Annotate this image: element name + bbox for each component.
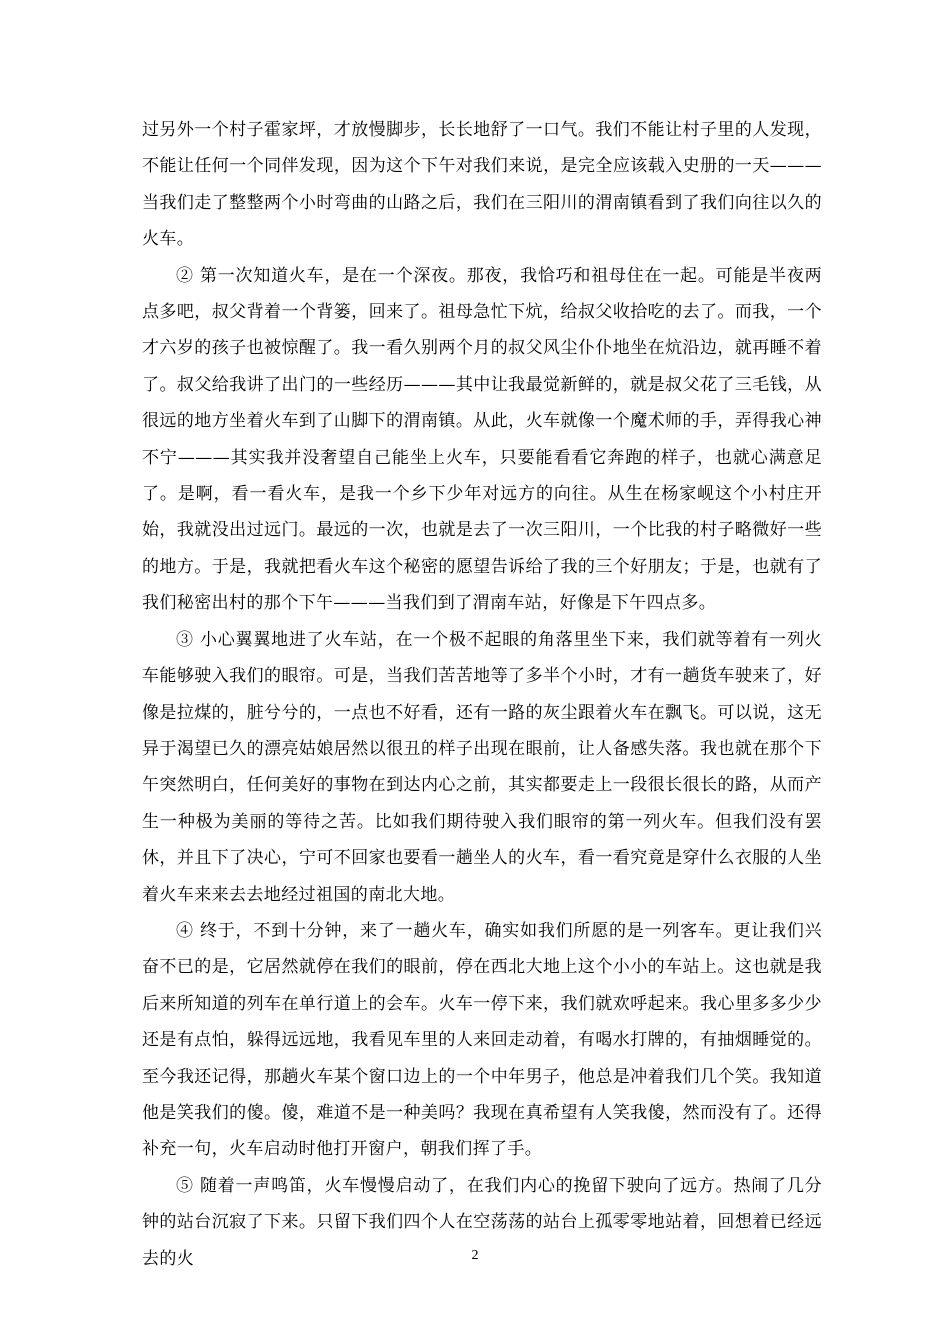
page-number: 2: [471, 1248, 479, 1263]
paragraph-continued: 过另外一个村子霍家坪，才放慢脚步，长长地舒了一口气。我们不能让村子里的人发现，不能让任何一个同伴发现，因为这个下午对我们来说，是完全应该载入史册的一天———当我们走了整整两个小时弯曲的山路之后，我们在三阳川的渭南镇看到了我们向往以久的火车。: [142, 120, 822, 250]
paragraph-5: ⑤ 随着一声鸣笛，火车慢慢启动了，在我们内心的挽留下驶向了远方。热闹了几分钟的站台沉寂了下来。只留下我们四个人在空荡荡的站台上孤零零地站着，回想着已经远去的火: [142, 1175, 822, 1269]
article-body: [142, 112, 822, 1277]
paragraph-4: ④ 终于，不到十分钟，来了一趟火车，确实如我们所愿的是一列客车。更让我们兴奋不已的是，它居然就停在我们的眼前，停在西北大地上这个小小的车站上。这也就是我后来所知道的列车在单行道上的会车。火车一停下来，我们就欢呼起来。我心里多多少少还是有点怕，躲得远远地，我看见车里的人来回走动着，有喝水打牌的，有抽烟睡觉的。至今我还记得，那趟火车某个窗口边上的一个中年男子，他总是冲着我们几个笑。我知道他是笑我们的傻。傻，难道不是一种美吗？我现在真希望有人笑我傻，然而没有了。还得补充一句，火车启动时他打开窗户，朝我们挥了手。: [142, 920, 822, 1160]
paragraph-2: ② 第一次知道火车，是在一个深夜。那夜，我恰巧和祖母住在一起。可能是半夜两点多吧，叔父背着一个背篓，回来了。祖母急忙下炕，给叔父收拾吃的去了。而我，一个才六岁的孩子也被惊醒了。我一看久别两个月的叔父风尘仆仆地坐在炕沿边，就再睡不着了。叔父给我讲了出门的一些经历———其中让我最觉新鲜的，就是叔父花了三毛钱，从很远的地方坐着火车到了山脚下的渭南镇。从此，火车就像一个魔术师的手，弄得我心神不宁———其实我并没奢望自己能坐上火车，只要能看看它奔跑的样子，也就心满意足了。是啊，看一看火车，是我一个乡下少年对远方的向往。从生在杨家岘这个小村庄开始，我就没出过远门。最远的一次，也就是去了一次三阳川，一个比我的村子略微好一些的地方。于是，我就把看火车这个秘密的愿望告诉给了我的三个好朋友；于是，也就有了我们秘密出村的那个下午———当我们到了渭南车站，好像是下午四点多。: [142, 265, 822, 614]
paragraph-3: ③ 小心翼翼地进了火车站，在一个极不起眼的角落里坐下来，我们就等着有一列火车能够驶入我们的眼帘。可是，当我们苦苦地等了多半个小时，才有一趟货车驶来了，好像是拉煤的，脏兮兮的，一点也不好看，还有一路的灰尘跟着火车在飘飞。可以说，这无异于渴望已久的漂亮姑娘居然以很丑的样子出现在眼前，让人备感失落。我也就在那个下午突然明白，任何美好的事物在到达内心之前，其实都要走上一段很长很长的路，从而产生一种极为美丽的等待之苦。比如我们期待驶入我们眼帘的第一列火车。但我们没有罢休，并且下了决心，宁可不回家也要看一趟坐人的火车，看一看究竟是穿什么衣服的人坐着火车来来去去地经过祖国的南北大地。: [142, 629, 822, 905]
